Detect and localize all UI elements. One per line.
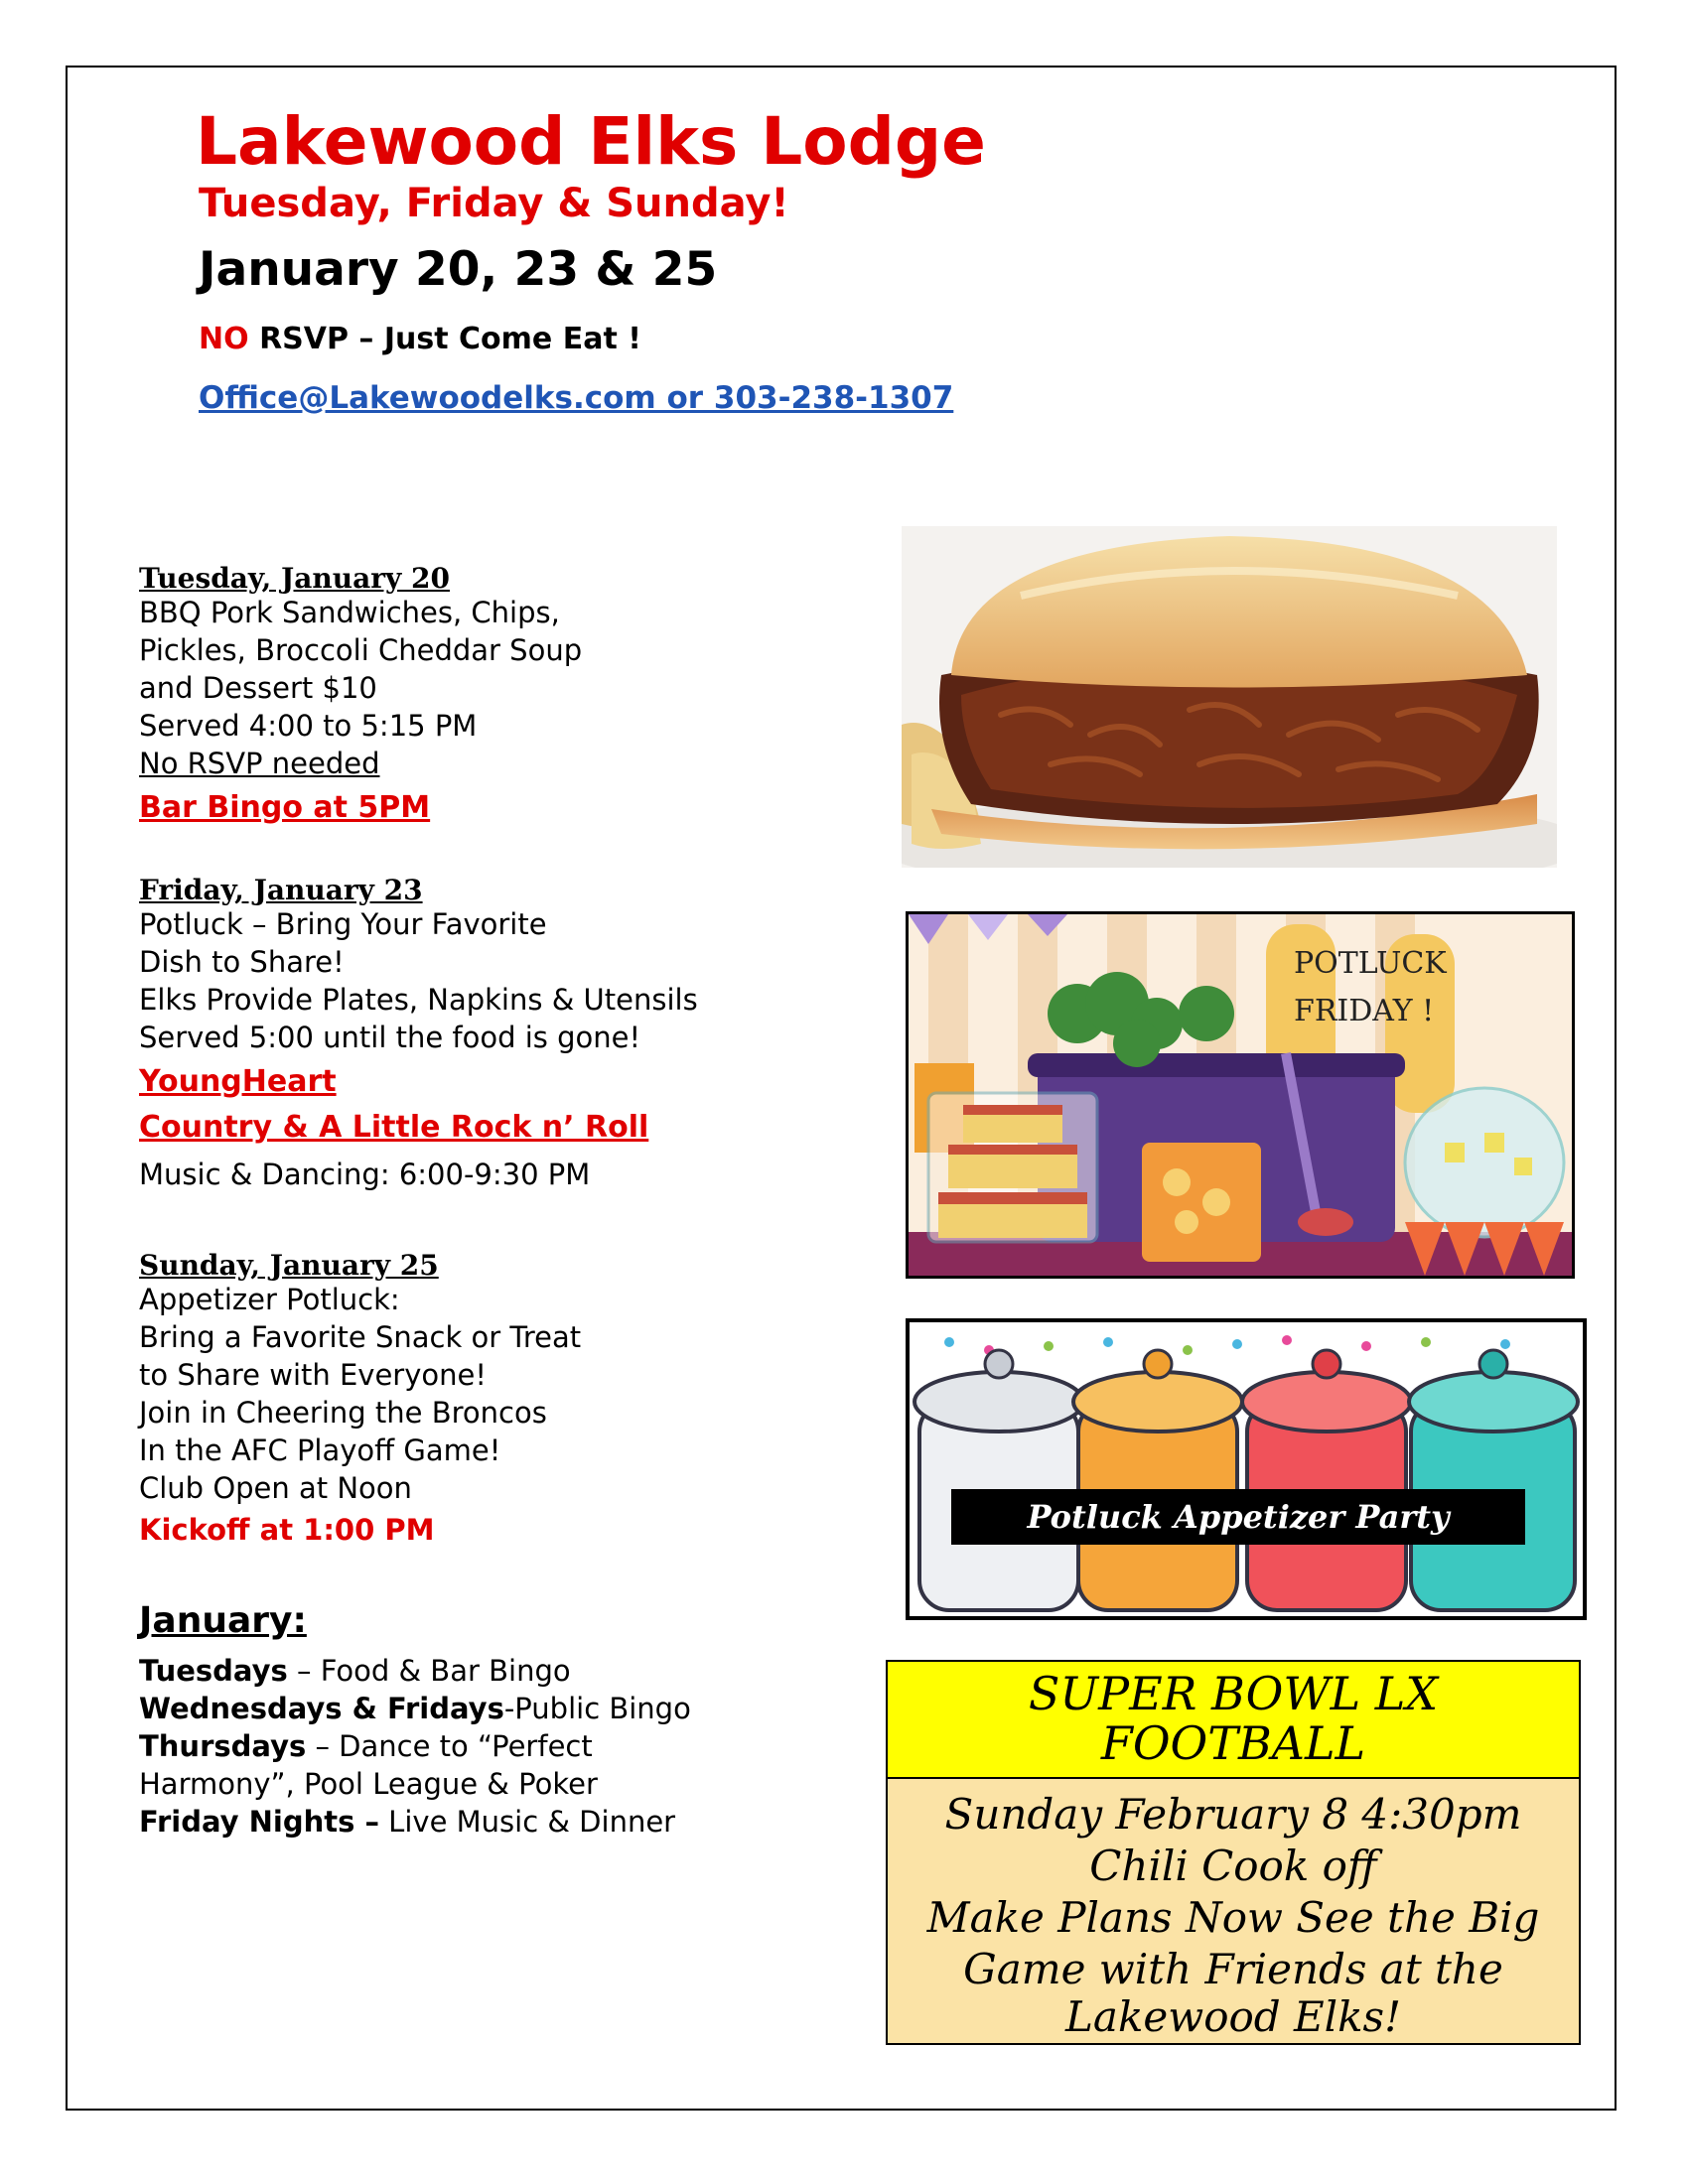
tuesday-rsvp-note: No RSVP needed	[139, 747, 380, 780]
tuesday-heading: Tuesday, January 20	[139, 562, 450, 595]
superbowl-title: SUPER BOWL LX	[1028, 1667, 1439, 1720]
sunday-heading: Sunday, January 25	[139, 1249, 439, 1282]
friday-details	[139, 905, 698, 1056]
superbowl-line: Make Plans Now See the Big	[926, 1893, 1540, 1942]
music-hours: Music & Dancing: 6:00-9:30 PM	[139, 1158, 591, 1191]
potluck-caption-line: POTLUCK	[1294, 946, 1447, 981]
sunday-line: to Share with Everyone!	[139, 1358, 487, 1392]
friday-line: Elks Provide Plates, Napkins & Utensils	[139, 983, 698, 1017]
appetizer-party-image	[906, 1318, 1587, 1620]
schedule-item	[139, 1690, 691, 1727]
bar-bingo-highlight: Bar Bingo at 5PM	[139, 790, 431, 825]
superbowl-header	[888, 1662, 1579, 1779]
rsvp-no: NO	[199, 322, 249, 356]
band-genre: Country & A Little Rock n’ Roll	[139, 1110, 649, 1145]
schedule-activity: – Food & Bar Bingo	[287, 1654, 571, 1688]
rsvp-note	[199, 322, 641, 356]
event-dates: January 20, 23 & 25	[199, 242, 718, 297]
potluck-friday-image	[906, 911, 1575, 1279]
sunday-line: Appetizer Potluck:	[139, 1283, 400, 1316]
contact-link[interactable]: Office@Lakewoodelks.com or 303-238-1307	[199, 380, 954, 416]
sunday-line: Club Open at Noon	[139, 1471, 412, 1505]
schedule-day: Thursdays	[139, 1729, 307, 1763]
days-subtitle: Tuesday, Friday & Sunday!	[199, 181, 789, 226]
schedule-item	[139, 1652, 691, 1690]
sunday-line: Join in Cheering the Broncos	[139, 1396, 547, 1430]
chili-cookoff: Chili Cook off	[1089, 1842, 1377, 1890]
superbowl-line: Lakewood Elks!	[1065, 1992, 1401, 2041]
sunday-line: In the AFC Playoff Game!	[139, 1433, 501, 1467]
january-schedule	[139, 1652, 691, 1841]
band-name: YoungHeart	[139, 1064, 337, 1099]
schedule-item	[139, 1727, 691, 1765]
schedule-item	[139, 1765, 691, 1803]
schedule-day: Wednesdays & Fridays	[139, 1692, 504, 1725]
tuesday-line: BBQ Pork Sandwiches, Chips,	[139, 596, 560, 629]
tuesday-details	[139, 594, 582, 782]
january-heading: January:	[139, 1600, 307, 1641]
kickoff-time: Kickoff at 1:00 PM	[139, 1513, 435, 1547]
lodge-title: Lakewood Elks Lodge	[196, 103, 986, 180]
schedule-activity: Harmony”, Pool League & Poker	[139, 1767, 598, 1801]
bbq-sandwich-image	[902, 526, 1557, 868]
friday-heading: Friday, January 23	[139, 874, 423, 906]
schedule-activity: Live Music & Dinner	[378, 1805, 676, 1839]
schedule-activity: – Dance to “Perfect	[306, 1729, 593, 1763]
sunday-details	[139, 1281, 581, 1507]
appetizer-party-label: Potluck Appetizer Party	[951, 1489, 1525, 1545]
superbowl-box	[886, 1660, 1581, 2045]
potluck-friday-caption	[1294, 940, 1447, 1035]
tuesday-line: Pickles, Broccoli Cheddar Soup	[139, 633, 583, 667]
superbowl-subtitle: FOOTBALL	[1100, 1716, 1366, 1770]
friday-line: Potluck – Bring Your Favorite	[139, 907, 547, 941]
schedule-day: Tuesdays	[139, 1654, 288, 1688]
schedule-day: Friday Nights –	[139, 1805, 379, 1839]
sunday-line: Bring a Favorite Snack or Treat	[139, 1320, 582, 1354]
superbowl-line: Game with Friends at the	[963, 1945, 1503, 1993]
schedule-item	[139, 1803, 691, 1841]
schedule-activity: -Public Bingo	[503, 1692, 691, 1725]
tuesday-line: and Dessert $10	[139, 671, 377, 705]
potluck-caption-line: FRIDAY !	[1294, 994, 1435, 1028]
superbowl-date: Sunday February 8 4:30pm	[944, 1790, 1522, 1839]
tuesday-line: Served 4:00 to 5:15 PM	[139, 709, 478, 743]
rsvp-rest: RSVP – Just Come Eat !	[248, 322, 641, 356]
friday-line: Served 5:00 until the food is gone!	[139, 1021, 641, 1054]
friday-line: Dish to Share!	[139, 945, 345, 979]
